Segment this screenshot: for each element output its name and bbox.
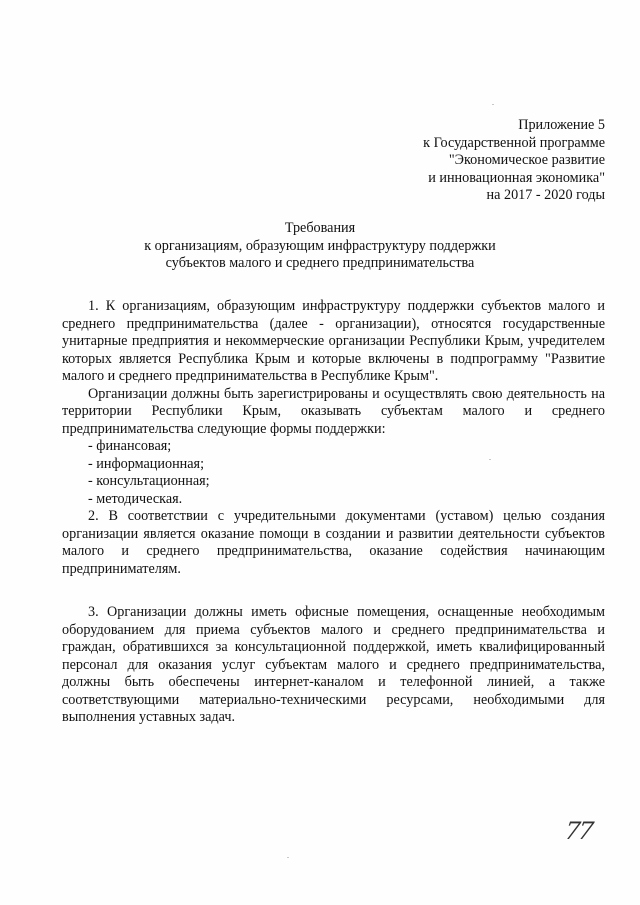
appendix-period: на 2017 - 2020 годы bbox=[486, 187, 605, 203]
paragraph-2: Организации должны быть зарегистрированы и осуществлять свою деятельность на территории Республики Крым, оказывать субъектам малого и среднего предпринимательства следующие формы поддержки: bbox=[62, 385, 605, 437]
paragraph-4: 3. Организации должны иметь офисные помещения, оснащенные необходимым оборудованием для приема субъектов малого и среднего предпринимательства и граждан, обратившихся за консультационной поддержкой, иметь квалифицированный персонал для оказания услуг субъектам малого и среднего предпринимательства, должны быть обеспечены интернет-каналом и телефонной линией, а также соответствующими материально-техническими ресурсами, необходимыми для выполнения уставных задач. bbox=[62, 604, 605, 725]
scan-speck bbox=[287, 857, 289, 858]
scan-speck bbox=[492, 104, 494, 105]
body-block-2 bbox=[62, 604, 605, 727]
support-form-item: - финансовая; bbox=[88, 438, 172, 454]
paragraph-1: 1. К организациям, образующим инфраструктуру поддержки субъектов малого и среднего предпринимательства (далее - организации), относятся государственные унитарные предприятия и некоммерческие организации Республики Крым, учредителем которых является Республика Крым и которые включены в подпрограмму "Развитие малого и среднего предпринимательства в Республике Крым". bbox=[62, 298, 605, 384]
appendix-header bbox=[423, 117, 605, 205]
appendix-program-ref: к Государственной программе bbox=[423, 134, 605, 151]
title-line-3: субъектов малого и среднего предпринимательства bbox=[165, 255, 475, 271]
support-form-item: - методическая. bbox=[88, 490, 183, 507]
scan-speck bbox=[489, 459, 491, 460]
appendix-number: Приложение 5 bbox=[518, 117, 605, 133]
support-form-item: - информационная; bbox=[88, 455, 205, 472]
body-block-1 bbox=[62, 298, 605, 578]
paragraph-3: 2. В соответствии с учредительными документами (уставом) целью создания организации является оказание помощи в создании и развитии деятельности субъектов малого и среднего предпринимательства, оказание содействия начинающим предпринимателям. bbox=[62, 508, 605, 577]
support-form-item: - консультационная; bbox=[88, 473, 210, 489]
appendix-program-name-2: и инновационная экономика" bbox=[428, 169, 605, 186]
appendix-program-name-1: "Экономическое развитие bbox=[448, 152, 605, 168]
title-line-2: к организациям, образующим инфраструктуру поддержки bbox=[144, 237, 496, 254]
document-title bbox=[0, 220, 640, 273]
handwritten-page-number: 77 bbox=[563, 817, 594, 845]
title-line-1: Требования bbox=[284, 220, 356, 236]
